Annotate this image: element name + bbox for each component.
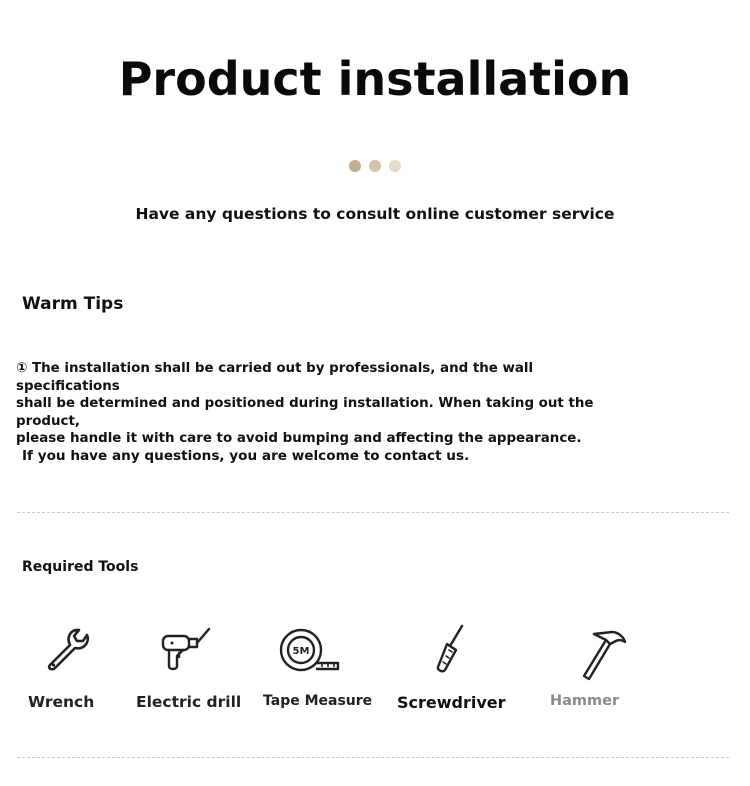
page-subtitle: Have any questions to consult online customer service bbox=[135, 205, 615, 223]
dot-3 bbox=[389, 160, 401, 172]
dashed-divider bbox=[17, 757, 729, 758]
decorative-dots bbox=[0, 160, 750, 172]
installation-tip bbox=[16, 360, 636, 448]
hammer-icon bbox=[572, 620, 632, 682]
dot-1 bbox=[349, 160, 361, 172]
tool-label-tape-measure: Tape Measure bbox=[263, 693, 373, 709]
tool-tape-measure bbox=[276, 620, 342, 678]
tool-hammer bbox=[572, 620, 632, 682]
tool-label-wrench: Wrench bbox=[28, 693, 95, 711]
page-title: Product installation bbox=[118, 52, 632, 106]
warm-tips-heading: Warm Tips bbox=[22, 294, 124, 314]
tape-measure-icon bbox=[276, 620, 342, 678]
screwdriver-icon bbox=[418, 620, 478, 678]
dashed-divider bbox=[17, 512, 729, 513]
dot-2 bbox=[369, 160, 381, 172]
tool-label-electric-drill: Electric drill bbox=[136, 693, 242, 711]
electric-drill-icon bbox=[155, 620, 215, 678]
tool-wrench bbox=[40, 620, 100, 678]
required-tools-heading: Required Tools bbox=[22, 559, 139, 575]
tool-label-screwdriver: Screwdriver bbox=[397, 693, 506, 712]
tool-electric-drill bbox=[155, 620, 215, 678]
tip-line: ① The installation shall be carried out by professionals, and the wall specifications bbox=[16, 361, 534, 394]
tool-screwdriver bbox=[418, 620, 478, 678]
tool-label-hammer: Hammer bbox=[550, 693, 620, 709]
wrench-icon bbox=[40, 620, 100, 678]
contact-note: If you have any questions, you are welcome to contact us. bbox=[22, 448, 470, 464]
tape-measure-badge: 5M bbox=[292, 646, 310, 657]
tip-line: please handle it with care to avoid bumping and affecting the appearance. bbox=[16, 431, 582, 446]
tip-line: shall be determined and positioned during installation. When taking out the product, bbox=[16, 396, 594, 429]
